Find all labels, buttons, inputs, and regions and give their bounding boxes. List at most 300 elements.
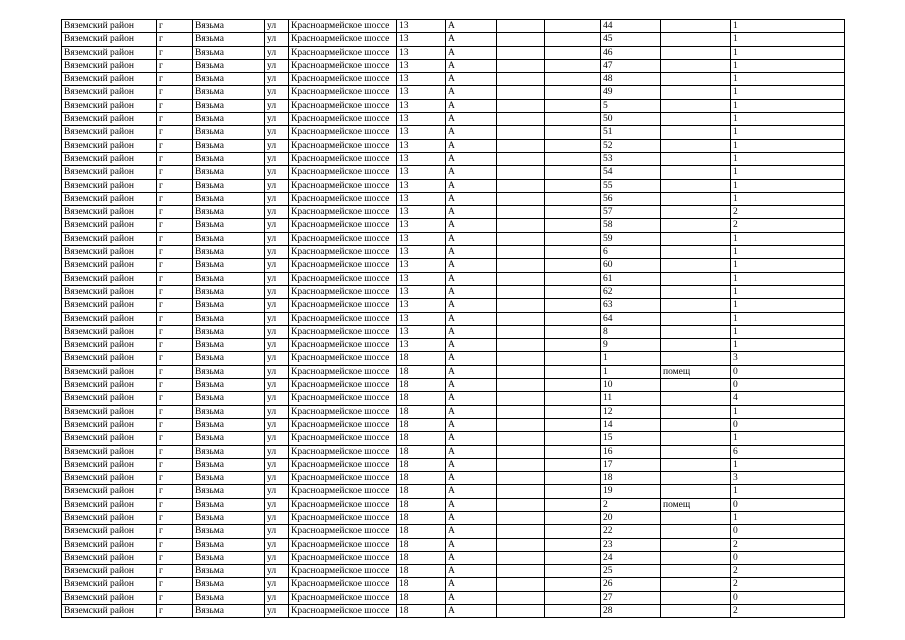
cell-house: 13 [397, 259, 446, 272]
cell-street: Красноармейское шоссе [289, 179, 397, 192]
table-row [62, 511, 845, 524]
cell-house: 13 [397, 192, 446, 205]
cell-apartment: 8 [601, 325, 661, 338]
cell-count: 1 [731, 312, 845, 325]
cell-col-9 [545, 551, 601, 564]
table-row [62, 206, 845, 219]
cell-col-8 [497, 299, 545, 312]
cell-building: А [446, 578, 497, 591]
cell-premises-type [661, 591, 731, 604]
cell-apartment: 18 [601, 472, 661, 485]
cell-count: 1 [731, 485, 845, 498]
cell-col-8 [497, 206, 545, 219]
cell-count: 1 [731, 113, 845, 126]
cell-house: 13 [397, 126, 446, 139]
cell-col-9 [545, 73, 601, 86]
cell-street: Красноармейское шоссе [289, 206, 397, 219]
cell-premises-type [661, 139, 731, 152]
cell-house: 13 [397, 206, 446, 219]
cell-city: Вязьма [193, 352, 265, 365]
cell-premises-type [661, 472, 731, 485]
cell-apartment: 11 [601, 392, 661, 405]
cell-district: Вяземский район [62, 219, 157, 232]
cell-apartment: 59 [601, 232, 661, 245]
cell-building: А [446, 445, 497, 458]
cell-building: А [446, 485, 497, 498]
cell-count: 1 [731, 46, 845, 59]
cell-settlement-type: г [157, 113, 193, 126]
cell-premises-type [661, 352, 731, 365]
cell-city: Вязьма [193, 126, 265, 139]
cell-district: Вяземский район [62, 458, 157, 471]
cell-settlement-type: г [157, 20, 193, 33]
cell-city: Вязьма [193, 445, 265, 458]
table-row [62, 538, 845, 551]
cell-street: Красноармейское шоссе [289, 152, 397, 165]
cell-house: 13 [397, 312, 446, 325]
cell-settlement-type: г [157, 352, 193, 365]
cell-count: 1 [731, 73, 845, 86]
cell-street-type: ул [265, 405, 289, 418]
cell-count: 4 [731, 392, 845, 405]
cell-city: Вязьма [193, 472, 265, 485]
cell-city: Вязьма [193, 46, 265, 59]
cell-col-9 [545, 219, 601, 232]
table-row [62, 232, 845, 245]
cell-count: 2 [731, 578, 845, 591]
cell-col-9 [545, 392, 601, 405]
cell-col-9 [545, 166, 601, 179]
cell-building: А [446, 179, 497, 192]
cell-building: А [446, 113, 497, 126]
cell-street-type: ул [265, 472, 289, 485]
cell-city: Вязьма [193, 605, 265, 618]
cell-district: Вяземский район [62, 405, 157, 418]
cell-street: Красноармейское шоссе [289, 485, 397, 498]
cell-col-9 [545, 325, 601, 338]
cell-street: Красноармейское шоссе [289, 339, 397, 352]
cell-building: А [446, 299, 497, 312]
cell-count: 2 [731, 538, 845, 551]
cell-building: А [446, 325, 497, 338]
cell-district: Вяземский район [62, 299, 157, 312]
cell-col-8 [497, 418, 545, 431]
cell-premises-type [661, 405, 731, 418]
cell-count: 1 [731, 33, 845, 46]
cell-street-type: ул [265, 285, 289, 298]
cell-count: 1 [731, 246, 845, 259]
cell-district: Вяземский район [62, 139, 157, 152]
cell-col-8 [497, 511, 545, 524]
cell-district: Вяземский район [62, 432, 157, 445]
cell-apartment: 64 [601, 312, 661, 325]
cell-settlement-type: г [157, 219, 193, 232]
cell-apartment: 51 [601, 126, 661, 139]
cell-house: 13 [397, 46, 446, 59]
cell-col-9 [545, 113, 601, 126]
cell-col-9 [545, 206, 601, 219]
cell-col-8 [497, 312, 545, 325]
cell-street: Красноармейское шоссе [289, 432, 397, 445]
cell-district: Вяземский район [62, 605, 157, 618]
cell-district: Вяземский район [62, 312, 157, 325]
cell-premises-type [661, 485, 731, 498]
cell-col-8 [497, 352, 545, 365]
cell-apartment: 19 [601, 485, 661, 498]
cell-apartment: 10 [601, 379, 661, 392]
cell-district: Вяземский район [62, 392, 157, 405]
table-row [62, 605, 845, 618]
cell-apartment: 5 [601, 99, 661, 112]
table-row [62, 126, 845, 139]
cell-col-9 [545, 59, 601, 72]
cell-city: Вязьма [193, 139, 265, 152]
table-body [62, 20, 845, 618]
cell-col-9 [545, 152, 601, 165]
cell-street-type: ул [265, 232, 289, 245]
cell-count: 1 [731, 152, 845, 165]
cell-district: Вяземский район [62, 485, 157, 498]
cell-premises-type [661, 33, 731, 46]
cell-street-type: ул [265, 272, 289, 285]
cell-col-8 [497, 605, 545, 618]
cell-settlement-type: г [157, 339, 193, 352]
cell-street-type: ул [265, 511, 289, 524]
cell-settlement-type: г [157, 458, 193, 471]
cell-apartment: 57 [601, 206, 661, 219]
cell-street-type: ул [265, 126, 289, 139]
address-table [61, 19, 845, 618]
cell-street: Красноармейское шоссе [289, 285, 397, 298]
cell-settlement-type: г [157, 46, 193, 59]
cell-building: А [446, 405, 497, 418]
cell-city: Вязьма [193, 259, 265, 272]
cell-col-8 [497, 152, 545, 165]
cell-col-9 [545, 232, 601, 245]
cell-premises-type [661, 578, 731, 591]
cell-apartment: 62 [601, 285, 661, 298]
cell-street-type: ул [265, 485, 289, 498]
cell-building: А [446, 272, 497, 285]
cell-apartment: 20 [601, 511, 661, 524]
cell-street-type: ул [265, 538, 289, 551]
cell-street: Красноармейское шоссе [289, 511, 397, 524]
cell-count: 1 [731, 259, 845, 272]
cell-col-8 [497, 113, 545, 126]
cell-building: А [446, 86, 497, 99]
cell-district: Вяземский район [62, 20, 157, 33]
cell-street: Красноармейское шоссе [289, 73, 397, 86]
cell-premises-type: помещ [661, 365, 731, 378]
table-row [62, 339, 845, 352]
cell-premises-type [661, 285, 731, 298]
cell-house: 13 [397, 73, 446, 86]
cell-house: 18 [397, 578, 446, 591]
cell-street-type: ул [265, 166, 289, 179]
cell-col-8 [497, 166, 545, 179]
table-row [62, 525, 845, 538]
table-row [62, 379, 845, 392]
cell-building: А [446, 152, 497, 165]
cell-col-9 [545, 339, 601, 352]
cell-settlement-type: г [157, 379, 193, 392]
cell-premises-type [661, 46, 731, 59]
cell-building: А [446, 379, 497, 392]
cell-col-9 [545, 485, 601, 498]
cell-city: Вязьма [193, 73, 265, 86]
cell-street-type: ул [265, 325, 289, 338]
cell-count: 1 [731, 299, 845, 312]
table-row [62, 99, 845, 112]
cell-house: 18 [397, 365, 446, 378]
cell-house: 18 [397, 352, 446, 365]
cell-street: Красноармейское шоссе [289, 538, 397, 551]
cell-col-8 [497, 46, 545, 59]
cell-apartment: 45 [601, 33, 661, 46]
cell-street: Красноармейское шоссе [289, 498, 397, 511]
cell-city: Вязьма [193, 33, 265, 46]
cell-house: 13 [397, 152, 446, 165]
cell-col-9 [545, 511, 601, 524]
cell-apartment: 27 [601, 591, 661, 604]
cell-district: Вяземский район [62, 352, 157, 365]
cell-count: 2 [731, 565, 845, 578]
cell-col-8 [497, 192, 545, 205]
cell-building: А [446, 46, 497, 59]
cell-street-type: ул [265, 179, 289, 192]
cell-col-9 [545, 432, 601, 445]
cell-settlement-type: г [157, 192, 193, 205]
cell-premises-type [661, 511, 731, 524]
cell-street-type: ул [265, 86, 289, 99]
cell-building: А [446, 20, 497, 33]
cell-building: А [446, 418, 497, 431]
cell-district: Вяземский район [62, 339, 157, 352]
cell-col-9 [545, 498, 601, 511]
cell-street-type: ул [265, 246, 289, 259]
cell-city: Вязьма [193, 325, 265, 338]
cell-district: Вяземский район [62, 152, 157, 165]
cell-house: 18 [397, 472, 446, 485]
cell-settlement-type: г [157, 166, 193, 179]
cell-count: 3 [731, 352, 845, 365]
cell-premises-type [661, 432, 731, 445]
cell-street-type: ул [265, 578, 289, 591]
cell-house: 13 [397, 299, 446, 312]
cell-district: Вяземский район [62, 206, 157, 219]
cell-apartment: 14 [601, 418, 661, 431]
cell-premises-type [661, 20, 731, 33]
cell-settlement-type: г [157, 525, 193, 538]
cell-settlement-type: г [157, 392, 193, 405]
cell-house: 18 [397, 591, 446, 604]
cell-city: Вязьма [193, 458, 265, 471]
cell-col-8 [497, 73, 545, 86]
cell-col-8 [497, 246, 545, 259]
cell-apartment: 56 [601, 192, 661, 205]
cell-settlement-type: г [157, 86, 193, 99]
cell-house: 13 [397, 285, 446, 298]
cell-apartment: 61 [601, 272, 661, 285]
cell-building: А [446, 259, 497, 272]
cell-col-8 [497, 458, 545, 471]
cell-settlement-type: г [157, 365, 193, 378]
cell-building: А [446, 73, 497, 86]
document-page [61, 19, 844, 618]
cell-premises-type [661, 445, 731, 458]
cell-house: 13 [397, 219, 446, 232]
cell-col-8 [497, 33, 545, 46]
cell-building: А [446, 33, 497, 46]
cell-street: Красноармейское шоссе [289, 379, 397, 392]
table-row [62, 565, 845, 578]
cell-count: 2 [731, 206, 845, 219]
cell-apartment: 15 [601, 432, 661, 445]
cell-settlement-type: г [157, 472, 193, 485]
cell-street: Красноармейское шоссе [289, 139, 397, 152]
cell-premises-type [661, 299, 731, 312]
cell-col-9 [545, 259, 601, 272]
cell-street-type: ул [265, 33, 289, 46]
cell-city: Вязьма [193, 525, 265, 538]
cell-settlement-type: г [157, 538, 193, 551]
cell-settlement-type: г [157, 578, 193, 591]
cell-street-type: ул [265, 299, 289, 312]
table-row [62, 405, 845, 418]
table-row [62, 46, 845, 59]
cell-street: Красноармейское шоссе [289, 352, 397, 365]
cell-col-9 [545, 458, 601, 471]
cell-premises-type [661, 525, 731, 538]
cell-col-8 [497, 498, 545, 511]
cell-street: Красноармейское шоссе [289, 312, 397, 325]
cell-count: 2 [731, 605, 845, 618]
cell-building: А [446, 538, 497, 551]
cell-district: Вяземский район [62, 365, 157, 378]
cell-street-type: ул [265, 192, 289, 205]
cell-col-8 [497, 339, 545, 352]
cell-city: Вязьма [193, 405, 265, 418]
cell-apartment: 25 [601, 565, 661, 578]
cell-street: Красноармейское шоссе [289, 458, 397, 471]
cell-street-type: ул [265, 73, 289, 86]
cell-street: Красноармейское шоссе [289, 365, 397, 378]
cell-apartment: 60 [601, 259, 661, 272]
cell-apartment: 28 [601, 605, 661, 618]
cell-building: А [446, 565, 497, 578]
cell-house: 13 [397, 33, 446, 46]
cell-city: Вязьма [193, 99, 265, 112]
cell-street-type: ул [265, 206, 289, 219]
cell-building: А [446, 59, 497, 72]
cell-col-8 [497, 272, 545, 285]
cell-col-9 [545, 565, 601, 578]
cell-building: А [446, 312, 497, 325]
cell-building: А [446, 206, 497, 219]
cell-settlement-type: г [157, 325, 193, 338]
cell-building: А [446, 232, 497, 245]
cell-city: Вязьма [193, 179, 265, 192]
table-row [62, 259, 845, 272]
cell-house: 13 [397, 232, 446, 245]
cell-settlement-type: г [157, 152, 193, 165]
cell-city: Вязьма [193, 538, 265, 551]
cell-count: 1 [731, 232, 845, 245]
cell-premises-type [661, 179, 731, 192]
cell-settlement-type: г [157, 232, 193, 245]
cell-count: 1 [731, 285, 845, 298]
cell-apartment: 48 [601, 73, 661, 86]
cell-street-type: ул [265, 365, 289, 378]
cell-district: Вяземский район [62, 232, 157, 245]
cell-district: Вяземский район [62, 379, 157, 392]
cell-building: А [446, 139, 497, 152]
cell-col-8 [497, 126, 545, 139]
cell-count: 3 [731, 472, 845, 485]
cell-city: Вязьма [193, 365, 265, 378]
cell-apartment: 23 [601, 538, 661, 551]
cell-house: 18 [397, 445, 446, 458]
cell-house: 13 [397, 325, 446, 338]
cell-count: 1 [731, 86, 845, 99]
cell-district: Вяземский район [62, 565, 157, 578]
cell-apartment: 47 [601, 59, 661, 72]
cell-building: А [446, 246, 497, 259]
cell-col-8 [497, 365, 545, 378]
table-row [62, 325, 845, 338]
cell-district: Вяземский район [62, 418, 157, 431]
cell-settlement-type: г [157, 299, 193, 312]
cell-district: Вяземский район [62, 73, 157, 86]
cell-street-type: ул [265, 139, 289, 152]
cell-building: А [446, 472, 497, 485]
cell-city: Вязьма [193, 312, 265, 325]
cell-count: 1 [731, 432, 845, 445]
cell-city: Вязьма [193, 285, 265, 298]
table-row [62, 352, 845, 365]
cell-district: Вяземский район [62, 538, 157, 551]
cell-col-9 [545, 285, 601, 298]
cell-building: А [446, 339, 497, 352]
cell-settlement-type: г [157, 551, 193, 564]
cell-city: Вязьма [193, 272, 265, 285]
cell-count: 1 [731, 20, 845, 33]
cell-district: Вяземский район [62, 179, 157, 192]
cell-city: Вязьма [193, 86, 265, 99]
cell-street-type: ул [265, 525, 289, 538]
cell-street-type: ул [265, 551, 289, 564]
cell-street: Красноармейское шоссе [289, 86, 397, 99]
cell-street: Красноармейское шоссе [289, 46, 397, 59]
cell-col-8 [497, 392, 545, 405]
cell-street: Красноармейское шоссе [289, 192, 397, 205]
cell-street: Красноармейское шоссе [289, 246, 397, 259]
cell-col-8 [497, 86, 545, 99]
cell-count: 2 [731, 219, 845, 232]
cell-settlement-type: г [157, 99, 193, 112]
cell-settlement-type: г [157, 206, 193, 219]
cell-premises-type [661, 73, 731, 86]
cell-premises-type [661, 113, 731, 126]
cell-apartment: 49 [601, 86, 661, 99]
table-row [62, 591, 845, 604]
cell-house: 13 [397, 272, 446, 285]
cell-col-9 [545, 312, 601, 325]
cell-house: 13 [397, 99, 446, 112]
cell-street-type: ул [265, 605, 289, 618]
cell-count: 1 [731, 325, 845, 338]
cell-city: Вязьма [193, 339, 265, 352]
